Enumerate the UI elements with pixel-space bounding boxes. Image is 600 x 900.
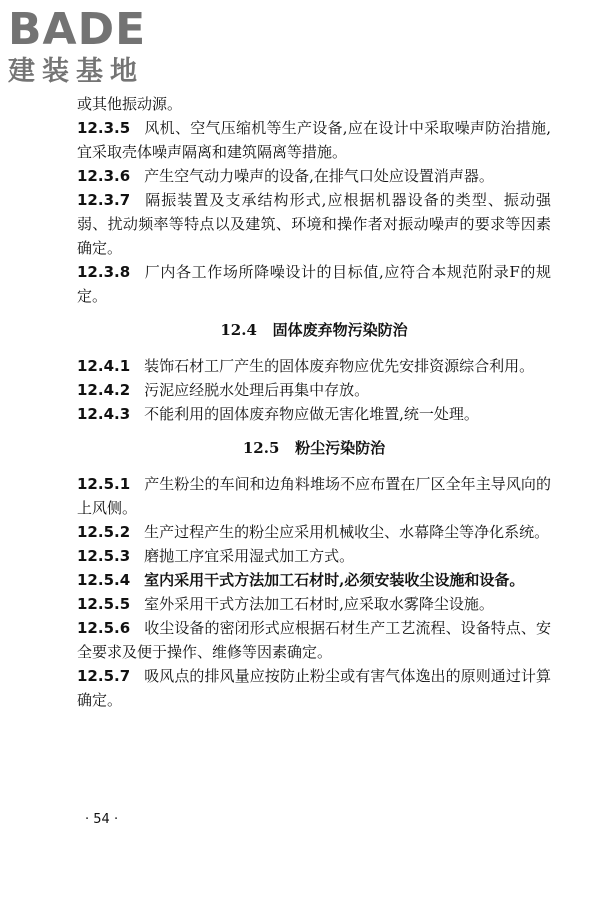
clause-number: 12.5.1 [77,475,131,493]
clause-text-mandatory: 室内采用干式方法加工石材时,必须安装收尘设施和设备。 [144,571,525,589]
clause-number: 12.3.6 [77,167,131,185]
section-heading-12-5 [77,436,551,460]
clause-text: 污泥应经脱水处理后再集中存放。 [144,381,370,399]
clause-text: 产生空气动力噪声的设备,在排气口处应设置消声器。 [144,167,494,185]
page-number: · 54 · [85,812,119,827]
clause-12-5-6 [77,616,551,664]
clause-number: 12.5.5 [77,595,131,613]
clause-number: 12.4.2 [77,381,131,399]
clause-12-3-5 [77,116,551,164]
clause-text: 吸风点的排风量应按防止粉尘或有害气体逸出的原则通过计算确定。 [77,667,551,709]
section-heading-12-4 [77,318,551,342]
clause-12-4-3 [77,402,551,426]
clause-text: 隔振装置及支承结构形式,应根据机器设备的类型、振动强弱、扰动频率等特点以及建筑、环境和操作者对振动噪声的要求等因素确定。 [77,191,551,257]
clause-12-4-2 [77,378,551,402]
clause-number: 12.3.5 [77,119,131,137]
clause-number: 12.5.6 [77,619,131,637]
clause-text: 收尘设备的密闭形式应根据石材生产工艺流程、设备特点、安全要求及便于操作、维修等因素确定。 [77,619,551,661]
clause-text: 生产过程产生的粉尘应采用机械收尘、水幕降尘等净化系统。 [144,523,550,541]
clause-text: 产生粉尘的车间和边角料堆场不应布置在厂区全年主导风向的上风侧。 [77,475,551,517]
clause-text: 磨抛工序宜采用湿式加工方式。 [144,547,355,565]
continued-fragment: 或其他振动源。 [77,95,183,113]
clause-number: 12.3.8 [77,263,131,281]
logo-subtitle: 建装基地 [8,56,144,87]
clause-number: 12.5.3 [77,547,131,565]
logo-wordmark: BADE [8,4,147,55]
clause-text: 厂内各工作场所降噪设计的目标值,应符合本规范附录F的规定。 [77,263,551,305]
section-number: 12.5 [242,439,280,457]
clause-number: 12.3.7 [77,191,131,209]
clause-text: 风机、空气压缩机等生产设备,应在设计中采取噪声防治措施,宜采取壳体噪声隔离和建筑隔离等措施。 [77,119,551,161]
clause-number: 12.5.7 [77,667,131,685]
clause-12-5-3 [77,544,551,568]
section-title: 固体废弃物污染防治 [272,321,408,339]
clause-number: 12.5.2 [77,523,131,541]
section-number: 12.4 [220,321,257,339]
clause-12-5-5 [77,592,551,616]
logo [8,6,176,90]
clause-12-5-1 [77,472,551,520]
clause-12-4-1 [77,354,551,378]
clause-number: 12.5.4 [77,571,131,589]
clause-number: 12.4.3 [77,405,131,423]
clause-12-3-7 [77,188,551,260]
clause-number: 12.4.1 [77,357,131,375]
clause-12-3-8 [77,260,551,308]
clause-text: 室外采用干式方法加工石材时,应采取水雾降尘设施。 [144,595,494,613]
clause-12-5-2 [77,520,551,544]
document-body [77,92,551,712]
clause-12-3-6 [77,164,551,188]
clause-text: 装饰石材工厂产生的固体废弃物应优先安排资源综合利用。 [144,357,535,375]
clause-text: 不能利用的固体废弃物应做无害化堆置,统一处理。 [144,405,479,423]
section-title: 粉尘污染防治 [295,439,386,457]
clause-12-5-4 [77,568,551,592]
clause-12-5-7 [77,664,551,712]
